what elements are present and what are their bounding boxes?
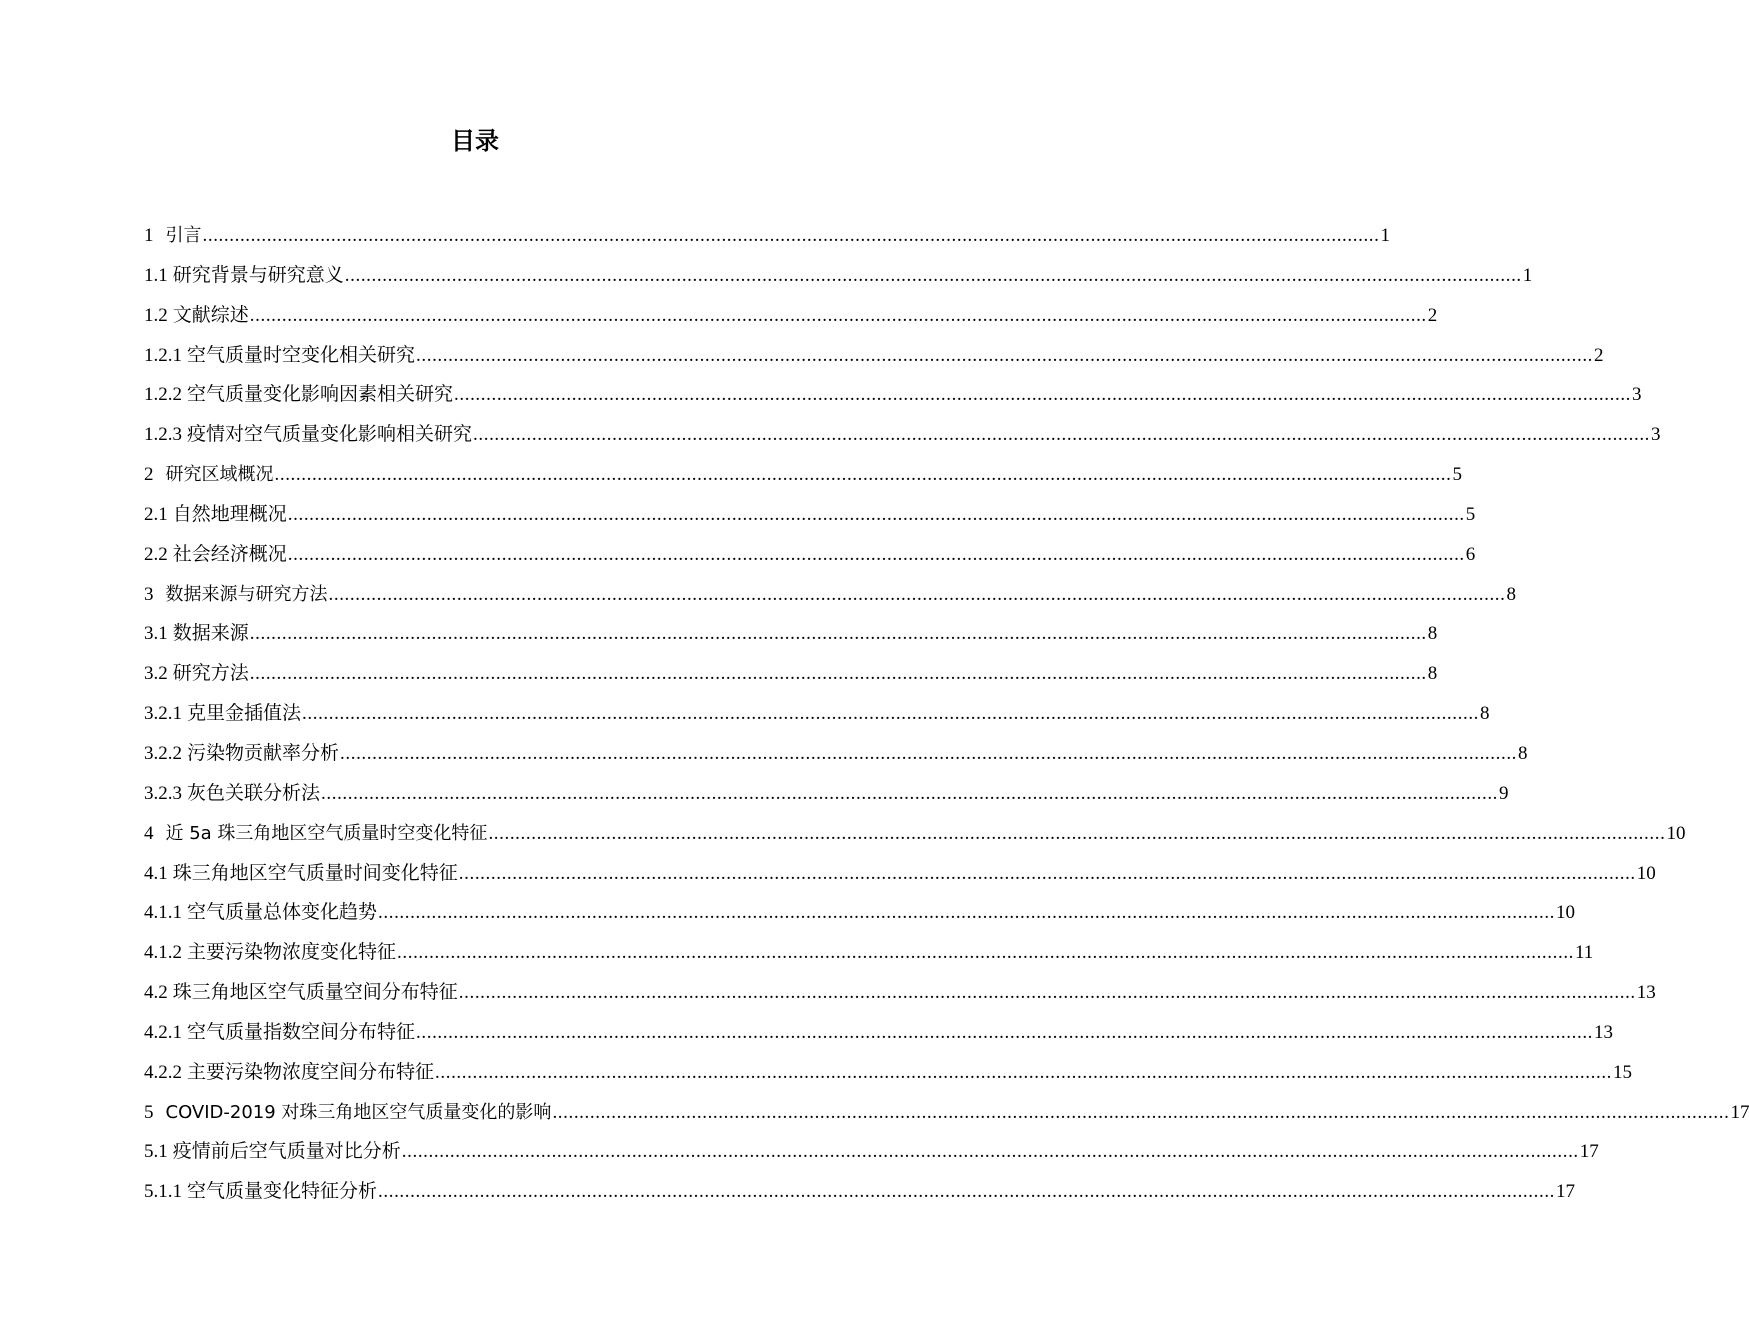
toc-entry[interactable] [144, 216, 1390, 256]
toc-entry-title: 引言 [165, 225, 202, 246]
toc-entry-title: 空气质量时空变化相关研究 [187, 344, 416, 366]
toc-dot-leader: ............................................................................................................................................................................................................................ [378, 1181, 1556, 1203]
toc-entry-number: 4.1 [144, 862, 168, 884]
toc-entry-title: 克里金插值法 [187, 703, 302, 725]
toc-entry-title: 社会经济概况 [172, 543, 287, 565]
toc-entry-number: 5 [144, 1101, 154, 1123]
toc-entry-title: 主要污染物浓度变化特征 [187, 942, 397, 964]
toc-entry-number: 4.2.1 [144, 1021, 182, 1043]
toc-entry-title: 污染物贡献率分析 [187, 742, 340, 764]
toc-entry-title: 主要污染物浓度空间分布特征 [187, 1061, 435, 1083]
toc-dot-leader: ............................................................................................................................................................................................................................ [328, 583, 1506, 605]
toc-entry[interactable] [144, 296, 1438, 336]
toc-entry[interactable] [144, 415, 1661, 455]
toc-entry-page-number: 15 [1613, 1061, 1633, 1083]
toc-entry[interactable] [144, 495, 1476, 535]
toc-entry-page-number: 5 [1452, 464, 1462, 486]
toc-entry[interactable] [144, 336, 1604, 376]
toc-entry-page-number: 1 [1522, 264, 1533, 286]
toc-entry[interactable] [144, 814, 1686, 854]
toc-entry-number: 3.2.1 [144, 703, 182, 725]
toc-entry-page-number: 1 [1380, 225, 1390, 246]
toc-dot-leader: ............................................................................................................................................................................................................................ [249, 663, 1427, 685]
toc-dot-leader: ............................................................................................................................................................................................................................ [274, 464, 1452, 486]
toc-dot-leader: ............................................................................................................................................................................................................................ [401, 1141, 1579, 1163]
toc-entry-page-number: 10 [1636, 862, 1656, 884]
toc-entry-title: 数据来源与研究方法 [165, 583, 328, 605]
toc-entry-page-number: 8 [1427, 663, 1438, 685]
toc-entry[interactable] [144, 1013, 1614, 1053]
toc-entry-title: 珠三角地区空气质量空间分布特征 [172, 982, 458, 1004]
toc-entry-title: 数据来源 [172, 623, 249, 645]
toc-entry-number: 1.2.1 [144, 344, 182, 366]
toc-dot-leader: ............................................................................................................................................................................................................................ [397, 942, 1575, 964]
toc-entry[interactable] [144, 734, 1528, 774]
toc-dot-leader: ............................................................................................................................................................................................................................ [416, 344, 1594, 366]
toc-entry[interactable] [144, 933, 1594, 973]
toc-entry[interactable] [144, 854, 1656, 894]
table-of-contents [144, 216, 1749, 1212]
toc-entry-title: 自然地理概况 [172, 503, 287, 525]
toc-entry-page-number: 17 [1730, 1101, 1749, 1123]
toc-entry-page-number: 3 [1651, 424, 1661, 446]
toc-dot-leader: ............................................................................................................................................................................................................................ [488, 822, 1666, 844]
toc-entry-number: 4.1.1 [144, 902, 182, 924]
toc-entry-title: COVID-2019 对珠三角地区空气质量变化的影响 [165, 1101, 552, 1123]
toc-entry-number: 1.2.3 [144, 424, 182, 446]
toc-entry-title: 空气质量总体变化趋势 [187, 902, 378, 924]
toc-entry-title: 研究背景与研究意义 [172, 264, 344, 286]
toc-entry[interactable] [144, 1093, 1749, 1133]
toc-entry-number: 2 [144, 464, 154, 486]
toc-entry-title: 近 5a 珠三角地区空气质量时空变化特征 [165, 822, 488, 844]
toc-entry[interactable] [144, 575, 1516, 615]
toc-entry-page-number: 10 [1666, 822, 1686, 844]
toc-entry[interactable] [144, 694, 1490, 734]
toc-entry[interactable] [144, 455, 1462, 495]
toc-entry-number: 2.2 [144, 543, 168, 565]
toc-entry-page-number: 3 [1632, 384, 1642, 406]
toc-dot-leader: ............................................................................................................................................................................................................................ [416, 1021, 1594, 1043]
toc-entry-page-number: 8 [1480, 703, 1490, 725]
toc-entry[interactable] [144, 893, 1576, 933]
toc-entry[interactable] [144, 1053, 1633, 1093]
toc-dot-leader: ............................................................................................................................................................................................................................ [344, 264, 1522, 286]
toc-entry-title: 疫情对空气质量变化影响相关研究 [187, 424, 473, 446]
toc-entry[interactable] [144, 614, 1438, 654]
toc-dot-leader: ............................................................................................................................................................................................................................ [249, 304, 1427, 326]
toc-entry-number: 1.2.2 [144, 384, 182, 406]
toc-entry-page-number: 17 [1556, 1181, 1576, 1203]
toc-entry[interactable] [144, 654, 1438, 694]
toc-entry-page-number: 2 [1594, 344, 1604, 366]
toc-entry-number: 1.1 [144, 264, 168, 286]
toc-entry-page-number: 5 [1465, 503, 1476, 525]
toc-entry-page-number: 11 [1575, 942, 1594, 964]
toc-dot-leader: ............................................................................................................................................................................................................................ [287, 503, 1465, 525]
toc-entry-number: 4 [144, 822, 154, 844]
toc-dot-leader: ............................................................................................................................................................................................................................ [473, 424, 1651, 446]
toc-entry-title: 文献综述 [172, 304, 249, 326]
toc-entry[interactable] [144, 973, 1656, 1013]
toc-entry-page-number: 13 [1594, 1021, 1614, 1043]
toc-entry[interactable] [144, 1132, 1599, 1172]
toc-entry-page-number: 8 [1427, 623, 1438, 645]
toc-entry-number: 3.2.3 [144, 782, 182, 804]
toc-entry-page-number: 8 [1518, 742, 1528, 764]
toc-entry-number: 3.2.2 [144, 742, 182, 764]
toc-entry-title: 灰色关联分析法 [187, 782, 321, 804]
toc-entry-page-number: 10 [1556, 902, 1576, 924]
toc-entry-number: 1 [144, 225, 154, 246]
toc-entry[interactable] [144, 375, 1642, 415]
toc-entry-page-number: 13 [1636, 982, 1656, 1004]
toc-entry-number: 1.2 [144, 304, 168, 326]
toc-entry-number: 5.1.1 [144, 1181, 182, 1203]
toc-entry-number: 4.2 [144, 982, 168, 1004]
toc-dot-leader: ............................................................................................................................................................................................................................ [249, 623, 1427, 645]
toc-dot-leader: ............................................................................................................................................................................................................................ [454, 384, 1632, 406]
toc-entry-number: 5.1 [144, 1141, 168, 1163]
toc-entry-page-number: 8 [1506, 583, 1516, 605]
toc-entry-page-number: 9 [1499, 782, 1509, 804]
toc-dot-leader: ............................................................................................................................................................................................................................ [202, 225, 1380, 246]
toc-entry[interactable] [144, 256, 1533, 296]
toc-entry[interactable] [144, 774, 1509, 814]
toc-dot-leader: ............................................................................................................................................................................................................................ [458, 982, 1636, 1004]
toc-entry[interactable] [144, 1172, 1576, 1212]
toc-entry-page-number: 2 [1427, 304, 1438, 326]
toc-entry-number: 4.2.2 [144, 1061, 182, 1083]
toc-entry-title: 空气质量变化特征分析 [187, 1181, 378, 1203]
toc-entry-title: 研究方法 [172, 663, 249, 685]
toc-dot-leader: ............................................................................................................................................................................................................................ [287, 543, 1465, 565]
toc-entry-title: 研究区域概况 [165, 464, 274, 486]
toc-entry-number: 3.1 [144, 623, 168, 645]
toc-entry-title: 空气质量变化影响因素相关研究 [187, 384, 454, 406]
toc-entry-page-number: 17 [1579, 1141, 1599, 1163]
toc-entry-number: 3.2 [144, 663, 168, 685]
toc-entry-number: 4.1.2 [144, 942, 182, 964]
toc-entry-title: 疫情前后空气质量对比分析 [172, 1141, 401, 1163]
toc-entry[interactable] [144, 535, 1476, 575]
toc-entry-title: 珠三角地区空气质量时间变化特征 [172, 862, 458, 884]
toc-entry-number: 2.1 [144, 503, 168, 525]
toc-dot-leader: ............................................................................................................................................................................................................................ [378, 902, 1556, 924]
toc-dot-leader: ............................................................................................................................................................................................................................ [321, 782, 1499, 804]
toc-dot-leader: ............................................................................................................................................................................................................................ [458, 862, 1636, 884]
toc-dot-leader: ............................................................................................................................................................................................................................ [302, 703, 1480, 725]
toc-entry-page-number: 6 [1465, 543, 1476, 565]
toc-dot-leader: ............................................................................................................................................................................................................................ [340, 742, 1518, 764]
toc-entry-title: 空气质量指数空间分布特征 [187, 1021, 416, 1043]
toc-entry-number: 3 [144, 583, 154, 605]
page-title: 目录 [451, 127, 499, 155]
toc-dot-leader: ............................................................................................................................................................................................................................ [552, 1101, 1730, 1123]
toc-dot-leader: ............................................................................................................................................................................................................................ [435, 1061, 1613, 1083]
